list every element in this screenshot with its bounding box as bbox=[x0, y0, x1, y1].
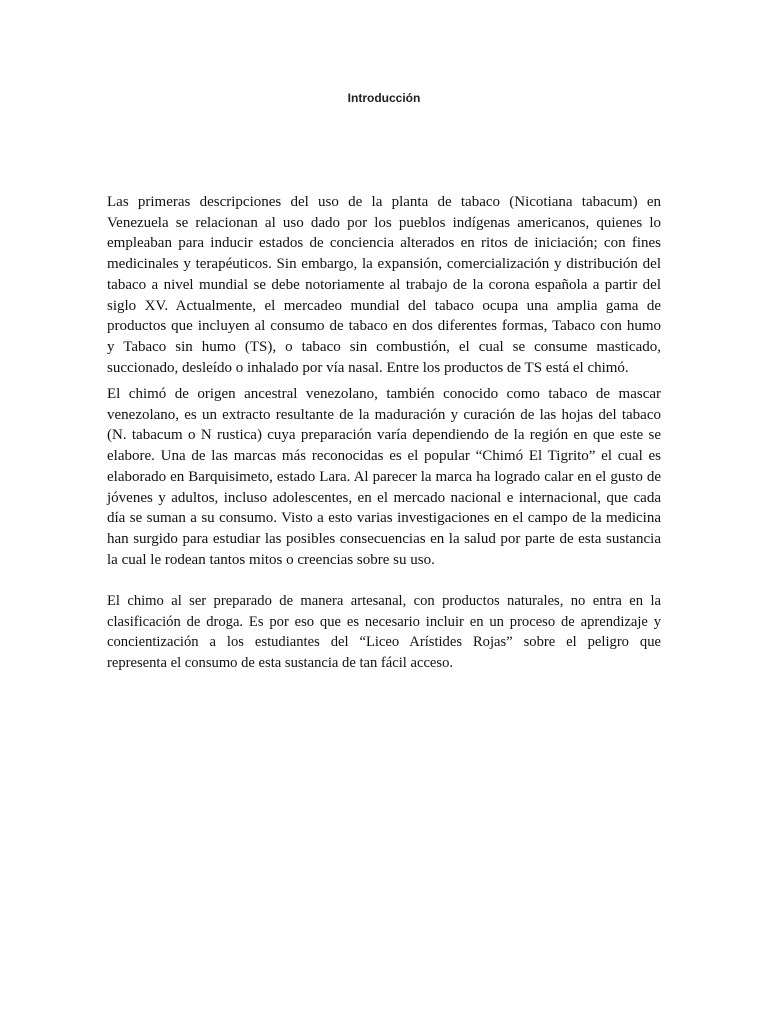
text-line: día se suman a su consumo. Visto a esto varias investigaciones en el campo de la medicina bbox=[107, 510, 661, 527]
text-line: Las primeras descripciones del uso de la planta de tabaco (Nicotiana tabacum) en bbox=[107, 194, 661, 210]
paragraph-2 bbox=[107, 384, 661, 570]
text-line: siglo XV. Actualmente, el mercadeo mundial del tabaco ocupa una amplia gama de bbox=[107, 297, 661, 314]
document-title: Introducción bbox=[347, 91, 421, 105]
text-line: representa el consumo de esta sustancia de tan fácil acceso. bbox=[107, 655, 454, 672]
text-line: la cual le rodean tantos mitos o creencias sobre su uso. bbox=[107, 551, 435, 568]
text-line: succionado, desleído o inhalado por vía nasal. Entre los productos de TS está el chimó. bbox=[107, 359, 629, 376]
text-line: El chimó de origen ancestral venezolano, también conocido como tabaco de mascar bbox=[107, 386, 661, 402]
paragraph-3 bbox=[107, 591, 661, 674]
text-line: tabaco a nivel mundial se debe notoriamente al trabajo de la corona española a partir del bbox=[107, 276, 661, 293]
text-line: El chimo al ser preparado de manera artesanal, con productos naturales, no entra en la bbox=[107, 593, 661, 609]
text-line: empleaban para inducir estados de conciencia alterados en ritos de iniciación; con fines bbox=[107, 235, 661, 252]
text-line: Venezuela se relacionan al uso dado por los pueblos indígenas americanos, quienes lo bbox=[107, 214, 661, 231]
text-line: productos que incluyen al consumo de tabaco en dos diferentes formas, Tabaco con humo bbox=[107, 318, 661, 335]
text-line: jóvenes y adultos, incluso adolescentes, en el mercado nacional e internacional, que cada bbox=[107, 489, 661, 506]
text-line: elaborado en Barquisimeto, estado Lara. Al parecer la marca ha logrado calar en el gusto de bbox=[107, 468, 661, 485]
paragraph-1 bbox=[107, 192, 661, 378]
text-line: clasificación de droga. Es por eso que es necesario incluir en un proceso de aprendizaje y bbox=[107, 613, 661, 630]
text-line: (N. tabacum o N rustica) cuya preparación varía dependiendo de la región en que este se bbox=[107, 427, 661, 444]
text-line: venezolano, es un extracto resultante de la maduración y curación de las hojas del tabaco bbox=[107, 406, 661, 423]
text-line: han surgido para estudiar las posibles consecuencias en la salud por parte de esta sustancia bbox=[107, 530, 661, 547]
text-line: elabore. Una de las marcas más reconocidas es el popular “Chimó El Tigrito” el cual es bbox=[107, 448, 661, 465]
text-line: medicinales y terapéuticos. Sin embargo, la expansión, comercialización y distribución del bbox=[107, 256, 661, 273]
text-line: concientización a los estudiantes del “Liceo Arístides Rojas” sobre el peligro que bbox=[107, 634, 661, 651]
text-line: y Tabaco sin humo (TS), o tabaco sin combustión, el cual se consume masticado, bbox=[107, 338, 661, 355]
